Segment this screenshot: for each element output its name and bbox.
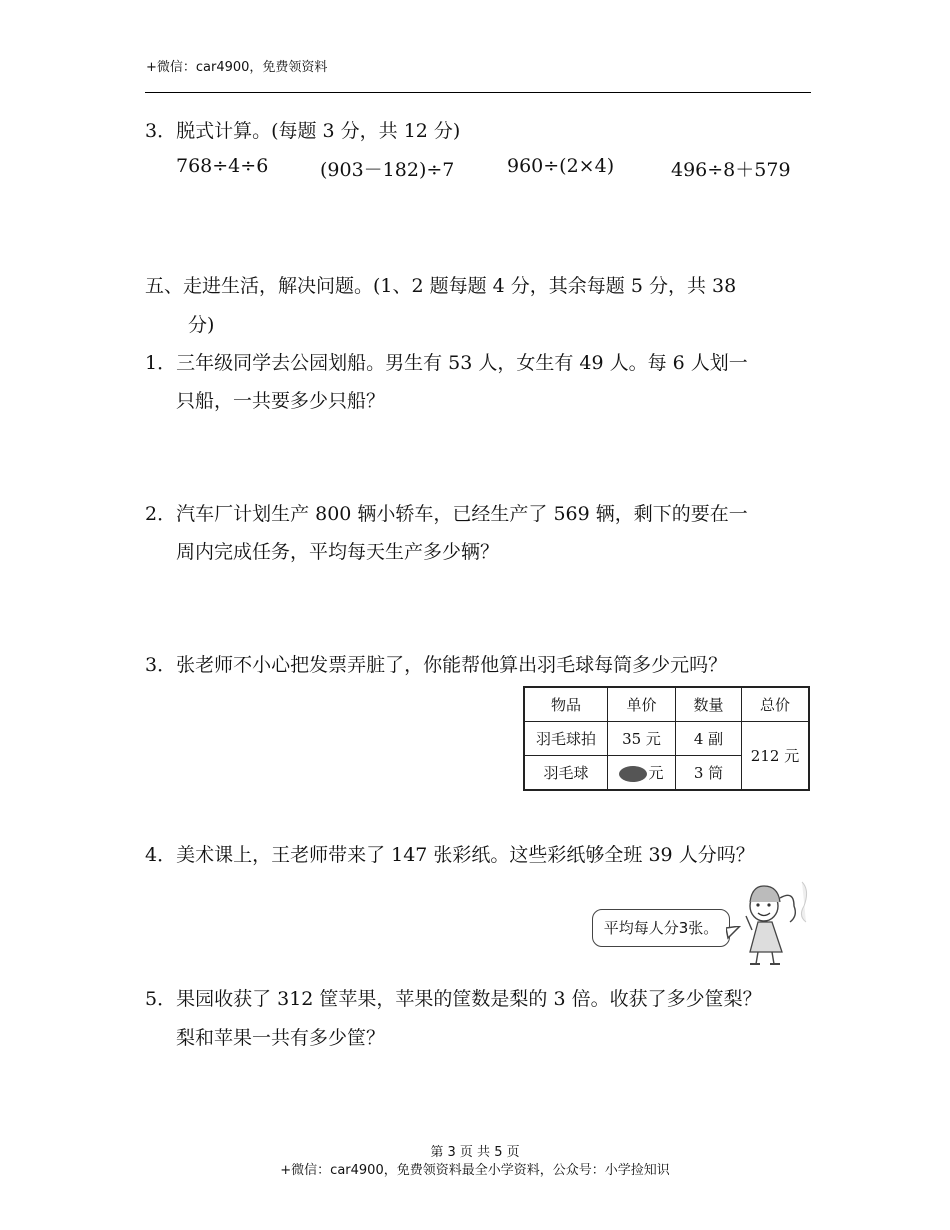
page-number: 第 3 页 共 5 页 <box>430 1145 520 1160</box>
girl-illustration-icon <box>738 872 810 970</box>
invoice-table <box>523 686 810 791</box>
table-header: 总价 <box>742 687 810 722</box>
section5-title-line1: 五、走进生活，解决问题。(1、2 题每题 4 分，其余每题 5 分，共 38 <box>145 275 737 297</box>
table-header: 单价 <box>608 687 676 722</box>
q2-line2: 周内完成任务，平均每天生产多少辆？ <box>176 541 500 563</box>
q4-line1: 4．美术课上，王老师带来了 147 张彩纸。这些彩纸够全班 39 人分吗？ <box>145 844 755 866</box>
footer-note: +微信：car4900，免费领资料最全小学资料，公众号：小学捡知识 <box>280 1163 670 1178</box>
expression-4: 496÷8＋579 <box>671 159 791 181</box>
table-header: 数量 <box>676 687 742 722</box>
q5-line1: 5．果园收获了 312 筐苹果，苹果的筐数是梨的 3 倍。收获了多少筐梨？ <box>145 988 762 1010</box>
q1-line1: 1．三年级同学去公园划船。男生有 53 人，女生有 49 人。每 6 人划一 <box>145 352 748 374</box>
table-cell: 4 副 <box>676 722 742 756</box>
q5-line2: 梨和苹果一共有多少筐？ <box>176 1027 386 1049</box>
header-text: +微信：car4900，免费领资料 <box>146 60 328 75</box>
q3-line1: 3．张老师不小心把发票弄脏了，你能帮他算出羽毛球每筒多少元吗？ <box>145 654 728 676</box>
table-cell: 35 元 <box>608 722 676 756</box>
table-cell: 羽毛球拍 <box>524 722 608 756</box>
speech-bubble: 平均每人分3张。 <box>592 909 730 947</box>
expression-3: 960÷(2×4) <box>507 155 615 177</box>
table-cell: 羽毛球 <box>524 756 608 791</box>
table-cell-smudged-price <box>608 756 676 791</box>
price-unit: 元 <box>648 764 664 782</box>
expression-2: (903－182)÷7 <box>320 159 455 181</box>
expression-1: 768÷4÷6 <box>176 155 269 177</box>
q2-line1: 2．汽车厂计划生产 800 辆小轿车，已经生产了 569 辆，剩下的要在一 <box>145 503 748 525</box>
table-cell-total: 212 元 <box>742 722 810 791</box>
section3-title: 3．脱式计算。(每题 3 分，共 12 分) <box>145 120 461 142</box>
header-divider <box>145 92 811 93</box>
q1-line2: 只船，一共要多少只船？ <box>176 390 386 412</box>
section5-title-line2: 分) <box>188 314 215 336</box>
table-header: 物品 <box>524 687 608 722</box>
ink-blot-icon <box>619 766 647 782</box>
table-cell: 3 筒 <box>676 756 742 791</box>
